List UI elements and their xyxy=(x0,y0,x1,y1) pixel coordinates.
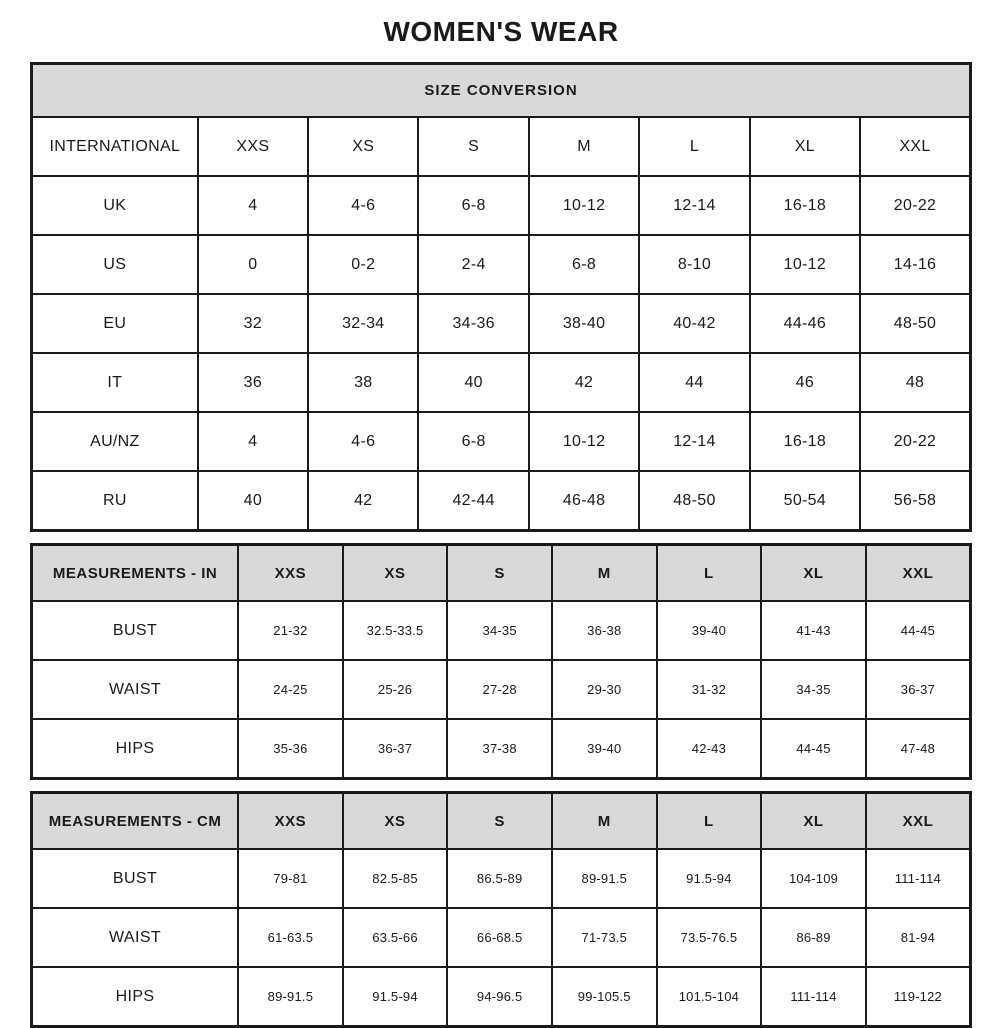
header-size-cell: S xyxy=(447,545,552,602)
table-row xyxy=(32,471,971,531)
value-cell: 40 xyxy=(418,353,528,412)
table-row xyxy=(32,353,971,412)
value-cell: 39-40 xyxy=(657,601,762,660)
value-cell: 36 xyxy=(198,353,308,412)
value-cell: 10-12 xyxy=(529,412,639,471)
value-cell: 73.5-76.5 xyxy=(657,908,762,967)
value-cell: 99-105.5 xyxy=(552,967,657,1027)
table-row xyxy=(32,176,971,235)
value-cell: 38-40 xyxy=(529,294,639,353)
row-label: IT xyxy=(32,353,198,412)
header-size-cell: XS xyxy=(343,545,448,602)
table-header-row xyxy=(32,545,971,602)
header-size-cell: XL xyxy=(761,793,866,850)
value-cell: 4-6 xyxy=(308,176,418,235)
value-cell: 66-68.5 xyxy=(447,908,552,967)
header-size-cell: XS xyxy=(308,117,418,176)
value-cell: 24-25 xyxy=(238,660,343,719)
table-row xyxy=(32,294,971,353)
value-cell: 89-91.5 xyxy=(238,967,343,1027)
value-cell: 39-40 xyxy=(552,719,657,779)
value-cell: 63.5-66 xyxy=(343,908,448,967)
value-cell: 111-114 xyxy=(761,967,866,1027)
value-cell: 37-38 xyxy=(447,719,552,779)
table-header-row xyxy=(32,117,971,176)
row-label: BUST xyxy=(32,601,239,660)
value-cell: 32-34 xyxy=(308,294,418,353)
value-cell: 34-36 xyxy=(418,294,528,353)
header-label-cell: MEASUREMENTS - CM xyxy=(32,793,239,850)
value-cell: 48-50 xyxy=(860,294,970,353)
header-size-cell: M xyxy=(552,545,657,602)
row-label: EU xyxy=(32,294,198,353)
row-label: RU xyxy=(32,471,198,531)
header-label-cell: INTERNATIONAL xyxy=(32,117,198,176)
value-cell: 31-32 xyxy=(657,660,762,719)
table-header-row xyxy=(32,793,971,850)
value-cell: 38 xyxy=(308,353,418,412)
value-cell: 10-12 xyxy=(750,235,860,294)
value-cell: 0 xyxy=(198,235,308,294)
page-title: WOMEN'S WEAR xyxy=(383,16,619,47)
table-row xyxy=(32,908,971,967)
value-cell: 46 xyxy=(750,353,860,412)
value-cell: 10-12 xyxy=(529,176,639,235)
value-cell: 4 xyxy=(198,176,308,235)
value-cell: 86-89 xyxy=(761,908,866,967)
value-cell: 111-114 xyxy=(866,849,971,908)
row-label: HIPS xyxy=(32,967,239,1027)
value-cell: 6-8 xyxy=(418,176,528,235)
header-size-cell: XXL xyxy=(860,117,970,176)
value-cell: 44-46 xyxy=(750,294,860,353)
header-size-cell: XXS xyxy=(198,117,308,176)
value-cell: 14-16 xyxy=(860,235,970,294)
value-cell: 8-10 xyxy=(639,235,749,294)
header-size-cell: XXL xyxy=(866,793,971,850)
value-cell: 32 xyxy=(198,294,308,353)
table-title: SIZE CONVERSION xyxy=(32,64,971,118)
measurements-in-table xyxy=(30,543,972,780)
value-cell: 20-22 xyxy=(860,176,970,235)
value-cell: 36-38 xyxy=(552,601,657,660)
header-size-cell: XL xyxy=(750,117,860,176)
header-size-cell: L xyxy=(657,793,762,850)
value-cell: 27-28 xyxy=(447,660,552,719)
header-size-cell: XL xyxy=(761,545,866,602)
value-cell: 41-43 xyxy=(761,601,866,660)
value-cell: 47-48 xyxy=(866,719,971,779)
header-size-cell: M xyxy=(552,793,657,850)
value-cell: 36-37 xyxy=(343,719,448,779)
value-cell: 44 xyxy=(639,353,749,412)
value-cell: 35-36 xyxy=(238,719,343,779)
value-cell: 56-58 xyxy=(860,471,970,531)
value-cell: 81-94 xyxy=(866,908,971,967)
table-row xyxy=(32,849,971,908)
value-cell: 86.5-89 xyxy=(447,849,552,908)
value-cell: 50-54 xyxy=(750,471,860,531)
row-label: WAIST xyxy=(32,660,239,719)
value-cell: 40-42 xyxy=(639,294,749,353)
table-row xyxy=(32,235,971,294)
value-cell: 4-6 xyxy=(308,412,418,471)
table-row xyxy=(32,967,971,1027)
value-cell: 20-22 xyxy=(860,412,970,471)
header-size-cell: L xyxy=(657,545,762,602)
value-cell: 82.5-85 xyxy=(343,849,448,908)
value-cell: 91.5-94 xyxy=(657,849,762,908)
value-cell: 4 xyxy=(198,412,308,471)
header-size-cell: XXL xyxy=(866,545,971,602)
table-caption-row xyxy=(32,64,971,118)
value-cell: 16-18 xyxy=(750,412,860,471)
value-cell: 46-48 xyxy=(529,471,639,531)
value-cell: 21-32 xyxy=(238,601,343,660)
value-cell: 34-35 xyxy=(447,601,552,660)
header-size-cell: M xyxy=(529,117,639,176)
value-cell: 71-73.5 xyxy=(552,908,657,967)
value-cell: 89-91.5 xyxy=(552,849,657,908)
value-cell: 119-122 xyxy=(866,967,971,1027)
value-cell: 6-8 xyxy=(529,235,639,294)
value-cell: 42 xyxy=(529,353,639,412)
size-conversion-table xyxy=(30,62,972,532)
value-cell: 48 xyxy=(860,353,970,412)
row-label: US xyxy=(32,235,198,294)
row-label: BUST xyxy=(32,849,239,908)
row-label: AU/NZ xyxy=(32,412,198,471)
value-cell: 25-26 xyxy=(343,660,448,719)
value-cell: 48-50 xyxy=(639,471,749,531)
value-cell: 79-81 xyxy=(238,849,343,908)
row-label: HIPS xyxy=(32,719,239,779)
table-row xyxy=(32,719,971,779)
header-size-cell: XS xyxy=(343,793,448,850)
value-cell: 104-109 xyxy=(761,849,866,908)
row-label: WAIST xyxy=(32,908,239,967)
header-size-cell: S xyxy=(418,117,528,176)
value-cell: 42 xyxy=(308,471,418,531)
value-cell: 42-44 xyxy=(418,471,528,531)
value-cell: 12-14 xyxy=(639,176,749,235)
value-cell: 6-8 xyxy=(418,412,528,471)
value-cell: 16-18 xyxy=(750,176,860,235)
value-cell: 36-37 xyxy=(866,660,971,719)
value-cell: 40 xyxy=(198,471,308,531)
header-size-cell: S xyxy=(447,793,552,850)
header-size-cell: L xyxy=(639,117,749,176)
value-cell: 44-45 xyxy=(866,601,971,660)
value-cell: 94-96.5 xyxy=(447,967,552,1027)
table-row xyxy=(32,660,971,719)
value-cell: 91.5-94 xyxy=(343,967,448,1027)
value-cell: 34-35 xyxy=(761,660,866,719)
measurements-cm-table xyxy=(30,791,972,1028)
value-cell: 42-43 xyxy=(657,719,762,779)
value-cell: 61-63.5 xyxy=(238,908,343,967)
header-size-cell: XXS xyxy=(238,545,343,602)
value-cell: 29-30 xyxy=(552,660,657,719)
table-row xyxy=(32,412,971,471)
header-size-cell: XXS xyxy=(238,793,343,850)
value-cell: 12-14 xyxy=(639,412,749,471)
table-row xyxy=(32,601,971,660)
value-cell: 0-2 xyxy=(308,235,418,294)
value-cell: 44-45 xyxy=(761,719,866,779)
value-cell: 32.5-33.5 xyxy=(343,601,448,660)
value-cell: 2-4 xyxy=(418,235,528,294)
header-label-cell: MEASUREMENTS - IN xyxy=(32,545,239,602)
value-cell: 101.5-104 xyxy=(657,967,762,1027)
row-label: UK xyxy=(32,176,198,235)
